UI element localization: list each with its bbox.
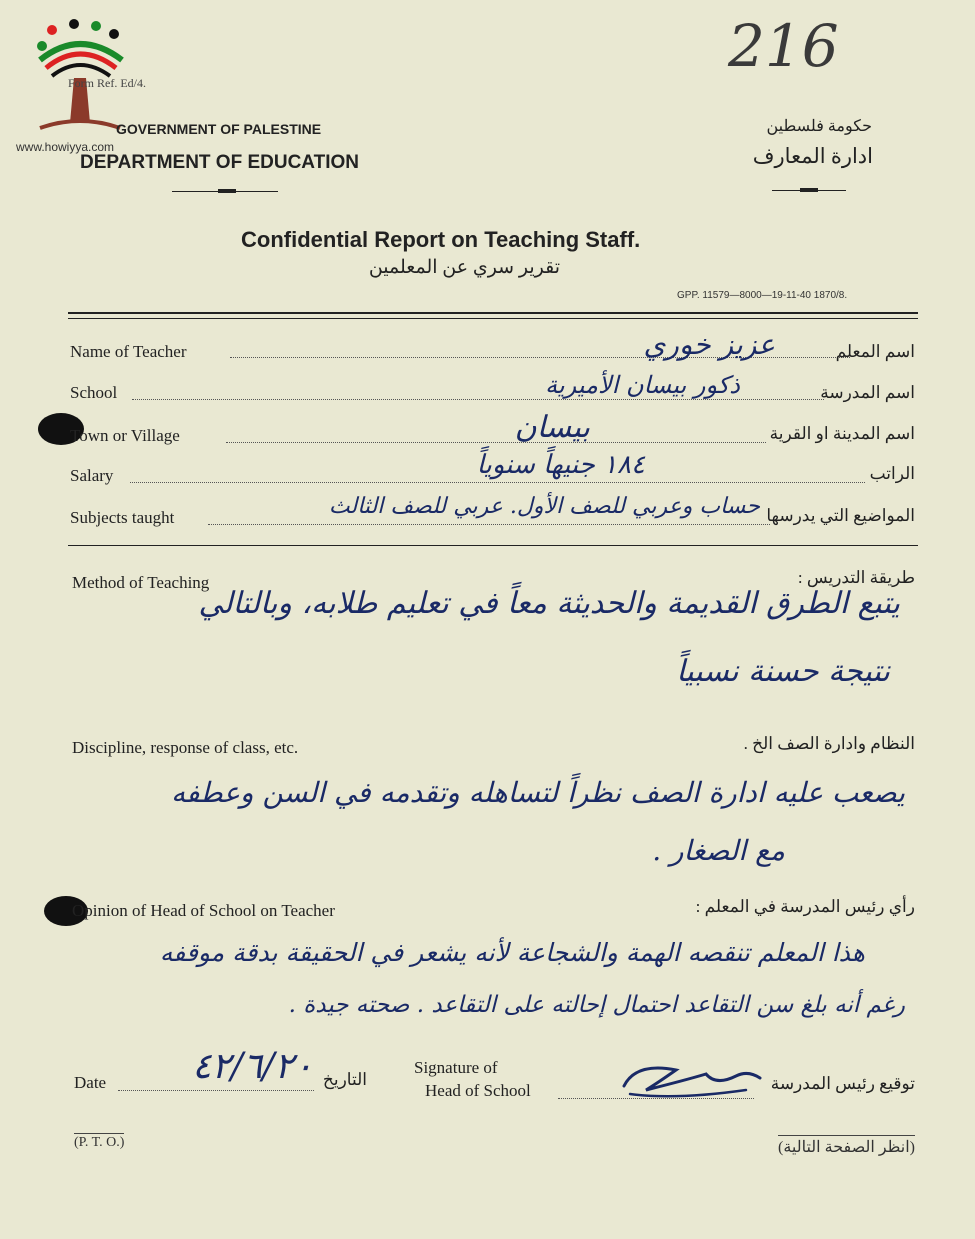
header-rule-right-mark xyxy=(800,188,818,192)
method-text-line-2: نتيجة حسنة نسبياً xyxy=(676,654,890,689)
field-town-label-en: Town or Village xyxy=(70,426,180,445)
opinion-text-line-1: هذا المعلم تنقصه الهمة والشجاعة لأنه يشعر في الحقيقة بدقة موقفه xyxy=(159,938,865,967)
field-subjects-dotted-line xyxy=(208,524,770,525)
field-name-label-ar: اسم المعلم xyxy=(835,342,915,361)
method-label-ar: طريقة التدريس : xyxy=(797,568,915,587)
field-salary-label-en: Salary xyxy=(70,466,114,485)
field-name-value: عزيز خوري xyxy=(643,328,775,361)
report-title-ar: تقرير سري عن المعلمين xyxy=(368,257,560,278)
field-salary-dotted-line xyxy=(130,482,865,483)
watermark-url: www.howiyya.com xyxy=(16,140,115,154)
field-town-dotted-line xyxy=(226,442,766,443)
field-salary-label-ar: الراتب xyxy=(869,464,915,483)
discipline-text-line-2: مع الصغار . xyxy=(652,834,785,867)
field-subjects-label-en: Subjects taught xyxy=(70,508,175,527)
form-reference: Form Ref. Ed/4. xyxy=(68,76,146,90)
field-town-value: بيسان xyxy=(514,410,590,445)
government-title-en: GOVERNMENT OF PALESTINE xyxy=(116,121,322,137)
date-value: ٤٢/٦/٢٠ xyxy=(192,1046,313,1087)
department-title-ar: ادارة المعارف xyxy=(752,144,873,168)
field-subjects-value: حساب وعربي للصف الأول. عربي للصف الثالث xyxy=(328,494,760,519)
field-school-label-en: School xyxy=(70,383,118,402)
signature-label-en-2: Head of School xyxy=(425,1081,531,1100)
header-rule-left-mark xyxy=(218,189,236,193)
discipline-label-ar: النظام وادارة الصف الخ . xyxy=(743,734,915,753)
pto-ar: (انظر الصفحة التالية) xyxy=(778,1135,915,1157)
opinion-label-en: Opinion of Head of School on Teacher xyxy=(72,901,335,920)
pto-en: (P. T. O.) xyxy=(74,1135,125,1150)
date-label-en: Date xyxy=(74,1073,107,1092)
field-town-label-ar: اسم المدينة او القرية xyxy=(769,424,915,443)
field-school-label-ar: اسم المدرسة xyxy=(820,383,915,402)
field-school-value: ذكور بيسان الأميرية xyxy=(545,371,740,399)
department-title-en: DEPARTMENT OF EDUCATION xyxy=(80,152,360,173)
field-salary-value: ١٨٤ جنيهاً سنوياً xyxy=(476,450,645,480)
opinion-label-ar: رأي رئيس المدرسة في المعلم : xyxy=(695,897,915,916)
report-title-en: Confidential Report on Teaching Staff. xyxy=(241,227,641,252)
government-title-ar: حكومة فلسطين xyxy=(766,118,872,135)
field-subjects-label-ar: المواضيع التي يدرسها xyxy=(766,506,915,525)
print-code: GPP. 11579—8000—19-11-40 1870/8. xyxy=(677,290,848,301)
signature-label-en-1: Signature of xyxy=(414,1058,498,1077)
field-name-label-en: Name of Teacher xyxy=(70,342,187,361)
field-school-dotted-line xyxy=(132,399,824,400)
method-label-en: Method of Teaching xyxy=(72,573,210,592)
double-rule-bottom xyxy=(68,318,918,319)
page-number: 216 xyxy=(728,12,839,80)
fields-rule xyxy=(68,545,918,546)
head-of-school-signature xyxy=(616,1056,766,1104)
opinion-text-line-2: رغم أنه بلغ سن التقاعد احتمال إحالته على التقاعد . صحته جيدة . xyxy=(288,992,905,1018)
method-text-line-1: يتبع الطرق القديمة والحديثة معاً في تعليم طلابه، وبالتالي xyxy=(198,586,900,621)
signature-label-ar: توقيع رئيس المدرسة xyxy=(770,1074,915,1093)
discipline-text-line-1: يصعب عليه ادارة الصف نظراً لتساهله وتقدمه في السن وعطفه xyxy=(171,776,905,809)
double-rule-top xyxy=(68,312,918,314)
date-label-ar: التاريخ xyxy=(322,1070,367,1089)
date-dotted-line xyxy=(118,1090,314,1091)
discipline-label-en: Discipline, response of class, etc. xyxy=(72,738,299,757)
